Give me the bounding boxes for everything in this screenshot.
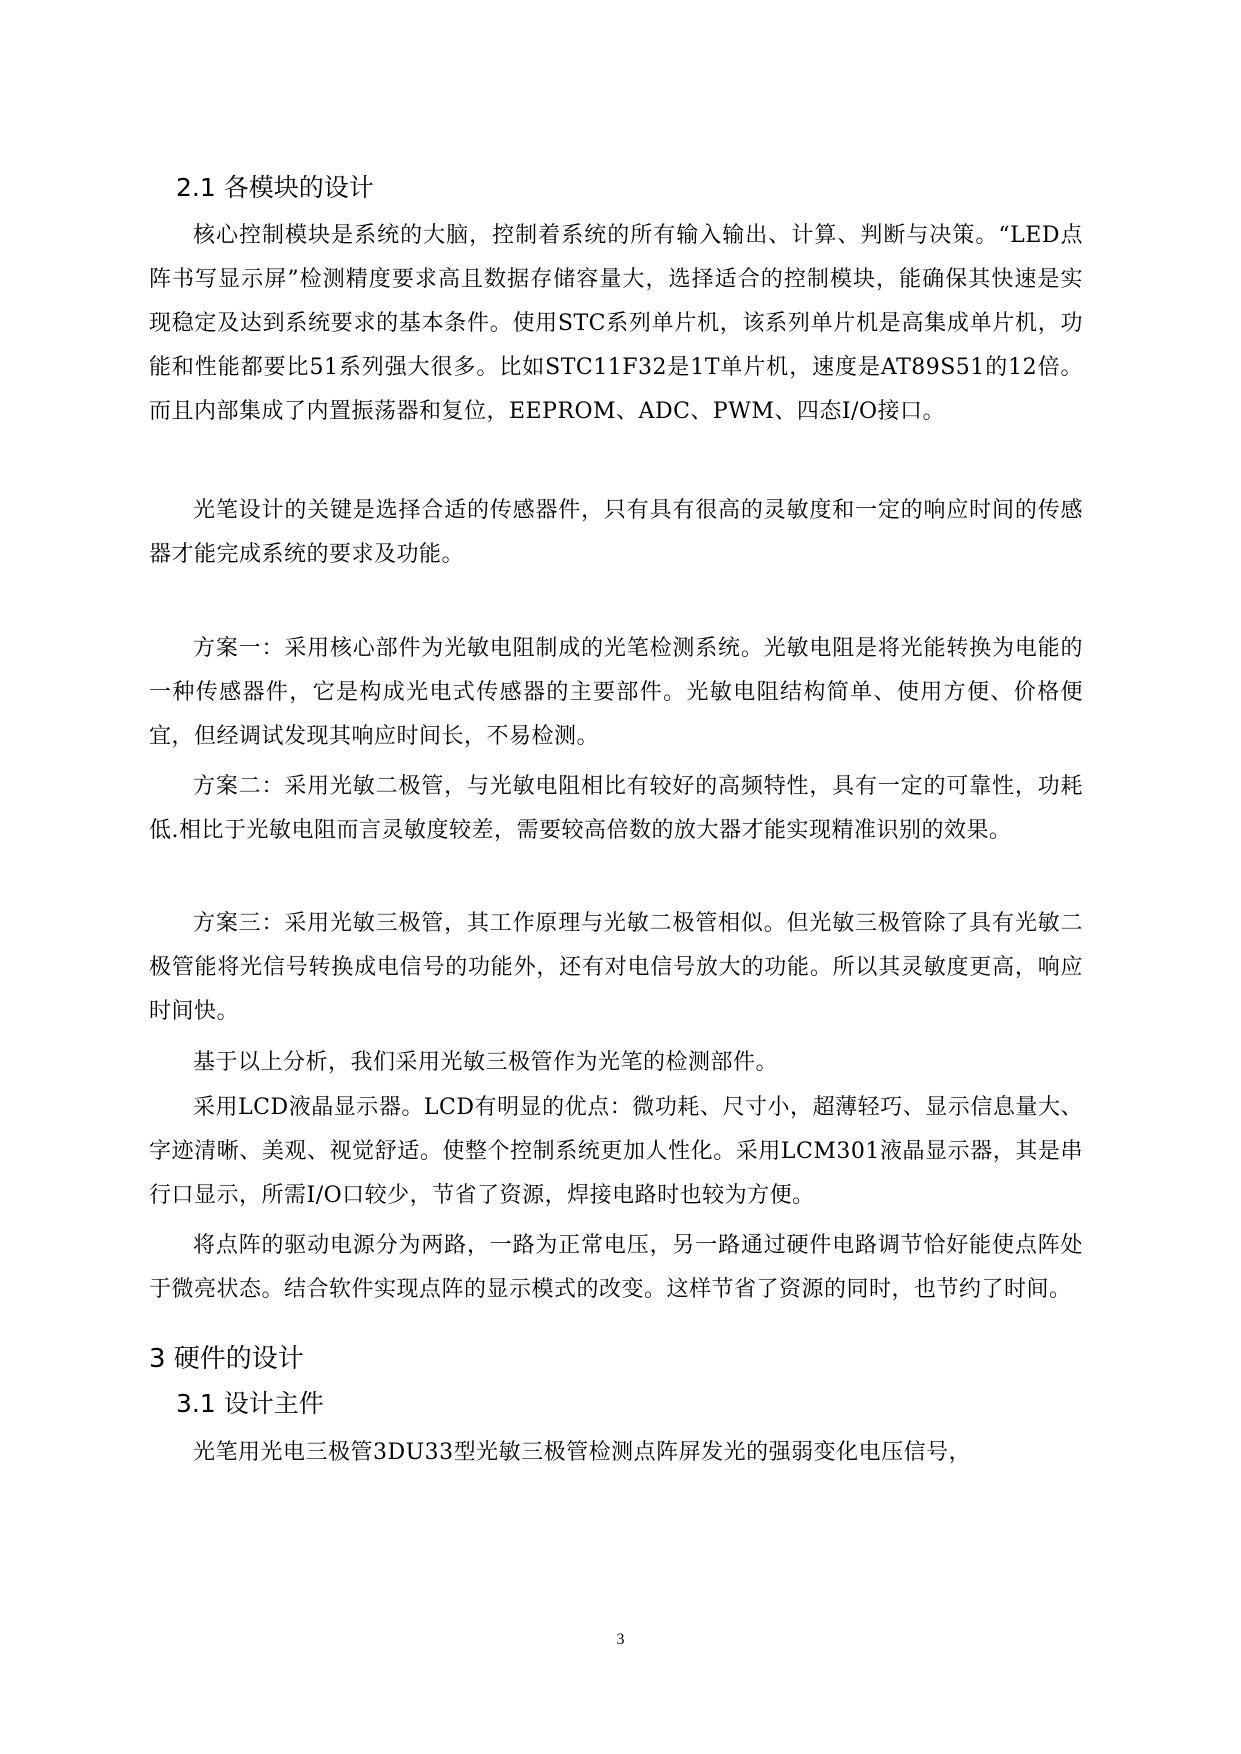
- section-heading-3: 3 硬件的设计: [149, 1344, 304, 1374]
- paragraph-scheme-two: 方案二：采用光敏二极管，与光敏电阻相比有较好的高频特性，具有一定的可靠性，功耗低.相比于光敏电阻而言灵敏度较差，需要较高倍数的放大器才能实现精准识别的效果。: [149, 774, 1083, 843]
- section-heading-3-1: 3.1 设计主件: [176, 1389, 324, 1418]
- page-number: 3: [616, 1631, 625, 1648]
- section-heading-2-1: 2.1 各模块的设计: [176, 173, 374, 202]
- paragraph-scheme-one: 方案一：采用核心部件为光敏电阻制成的光笔检测系统。光敏电阻是将光能转换为电能的一种传感器件，它是构成光电式传感器的主要部件。光敏电阻结构简单、使用方便、价格便宜，但经调试发现其响应时间长，不易检测。: [149, 636, 1083, 749]
- paragraph-core-control-module: 核心控制模块是系统的大脑，控制着系统的所有输入输出、计算、判断与决策。“LED点阵书写显示屏”检测精度要求高且数据存储容量大，选择适合的控制模块，能确保其快速是实现稳定及达到系统要求的基本条件。使用STC系列单片机，该系列单片机是高集成单片机，功能和性能都要比51系列强大很多。比如STC11F32是1T单片机，速度是AT89S51的12倍。而且内部集成了内置振荡器和复位，EEPROM、ADC、PWM、四态I/O接口。: [149, 223, 1083, 424]
- paragraph-power-supply: 将点阵的驱动电源分为两路，一路为正常电压，另一路通过硬件电路调节恰好能使点阵处于微亮状态。结合软件实现点阵的显示模式的改变。这样节省了资源的同时，也节约了时间。: [149, 1233, 1083, 1302]
- paragraph-light-pen-sensor: 光笔设计的关键是选择合适的传感器件，只有具有很高的灵敏度和一定的响应时间的传感器才能完成系统的要求及功能。: [149, 498, 1083, 567]
- paragraph-phototransistor: 光笔用光电三极管3DU33型光敏三极管检测点阵屏发光的强弱变化电压信号，: [193, 1440, 972, 1465]
- paragraph-scheme-three: 方案三：采用光敏三极管，其工作原理与光敏二极管相似。但光敏三极管除了具有光敏二极管能将光信号转换成电信号的功能外，还有对电信号放大的功能。所以其灵敏度更高，响应时间快。: [149, 911, 1083, 1024]
- paragraph-conclusion: 基于以上分析，我们采用光敏三极管作为光笔的检测部件。: [193, 1050, 779, 1075]
- paragraph-lcd-display: 采用LCD液晶显示器。LCD有明显的优点：微功耗、尺寸小，超薄轻巧、显示信息量大、字迹清晰、美观、视觉舒适。使整个控制系统更加人性化。采用LCM301液晶显示器，其是串行口显示，所需I/O口较少，节省了资源，焊接电路时也较为方便。: [149, 1095, 1083, 1208]
